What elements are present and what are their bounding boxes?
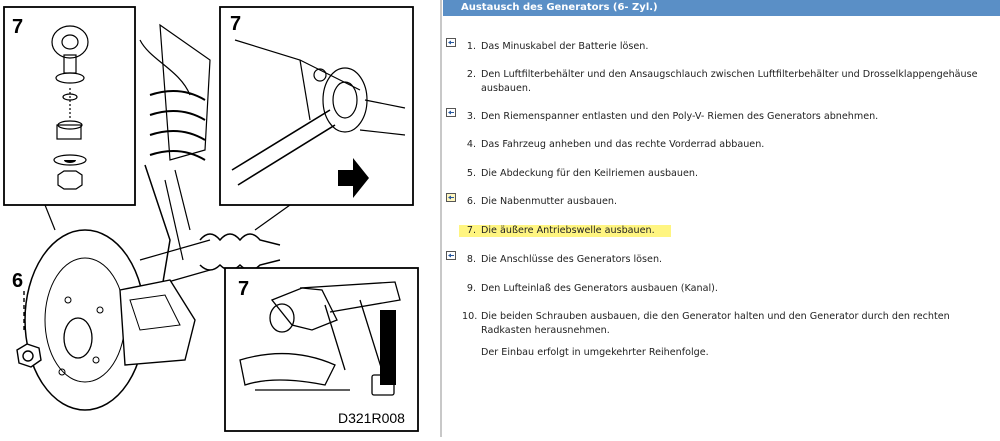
figure-code: D321R008 <box>338 410 405 426</box>
link-icon[interactable] <box>446 251 456 260</box>
callout-label: 7 <box>230 13 242 35</box>
callout-label: 6 <box>12 270 24 292</box>
callout-label: 7 <box>238 278 250 300</box>
panel-title: Austausch des Generators (6- Zyl.) <box>443 0 1000 16</box>
illustration <box>0 0 440 437</box>
instruction-panel: Austausch des Generators (6- Zyl.) 1. Das Minuskabel der Batterie lösen. 2. Den Luftfilterbehälter und den Ansaugschlauch zwischen Luftfilterbehälter und Drosselklappengehäuse ausbauen. 3. Den Riemenspanner entlasten und den Poly-V- Riemen des Generators abnehmen. 4. Das Fahrzeug anheben und das rechte Vorderrad abbauen. 5. Die Abdeckung für den Keilriemen ausbauen. 6. Die Nabenmutter ausbauen. 7. Die äußere Antriebswelle ausbauen. 8. Die Anschlüsse des Generators lösen. 9. Den Lufteinlaß des Generators ausbauen (Kanal). 10. Die beiden Schrauben ausbauen, die den Generator halten und den Generator durch den rechten Radkasten herausnehmen. Der Einbau erfolgt in umgekehrter Reihenfolge. <box>443 0 1000 437</box>
technical-drawing <box>0 0 440 437</box>
link-icon[interactable] <box>446 108 456 117</box>
pane-divider <box>440 0 442 437</box>
callout-label: 7 <box>12 16 24 38</box>
link-icon[interactable] <box>446 193 456 202</box>
link-icon[interactable] <box>446 38 456 47</box>
